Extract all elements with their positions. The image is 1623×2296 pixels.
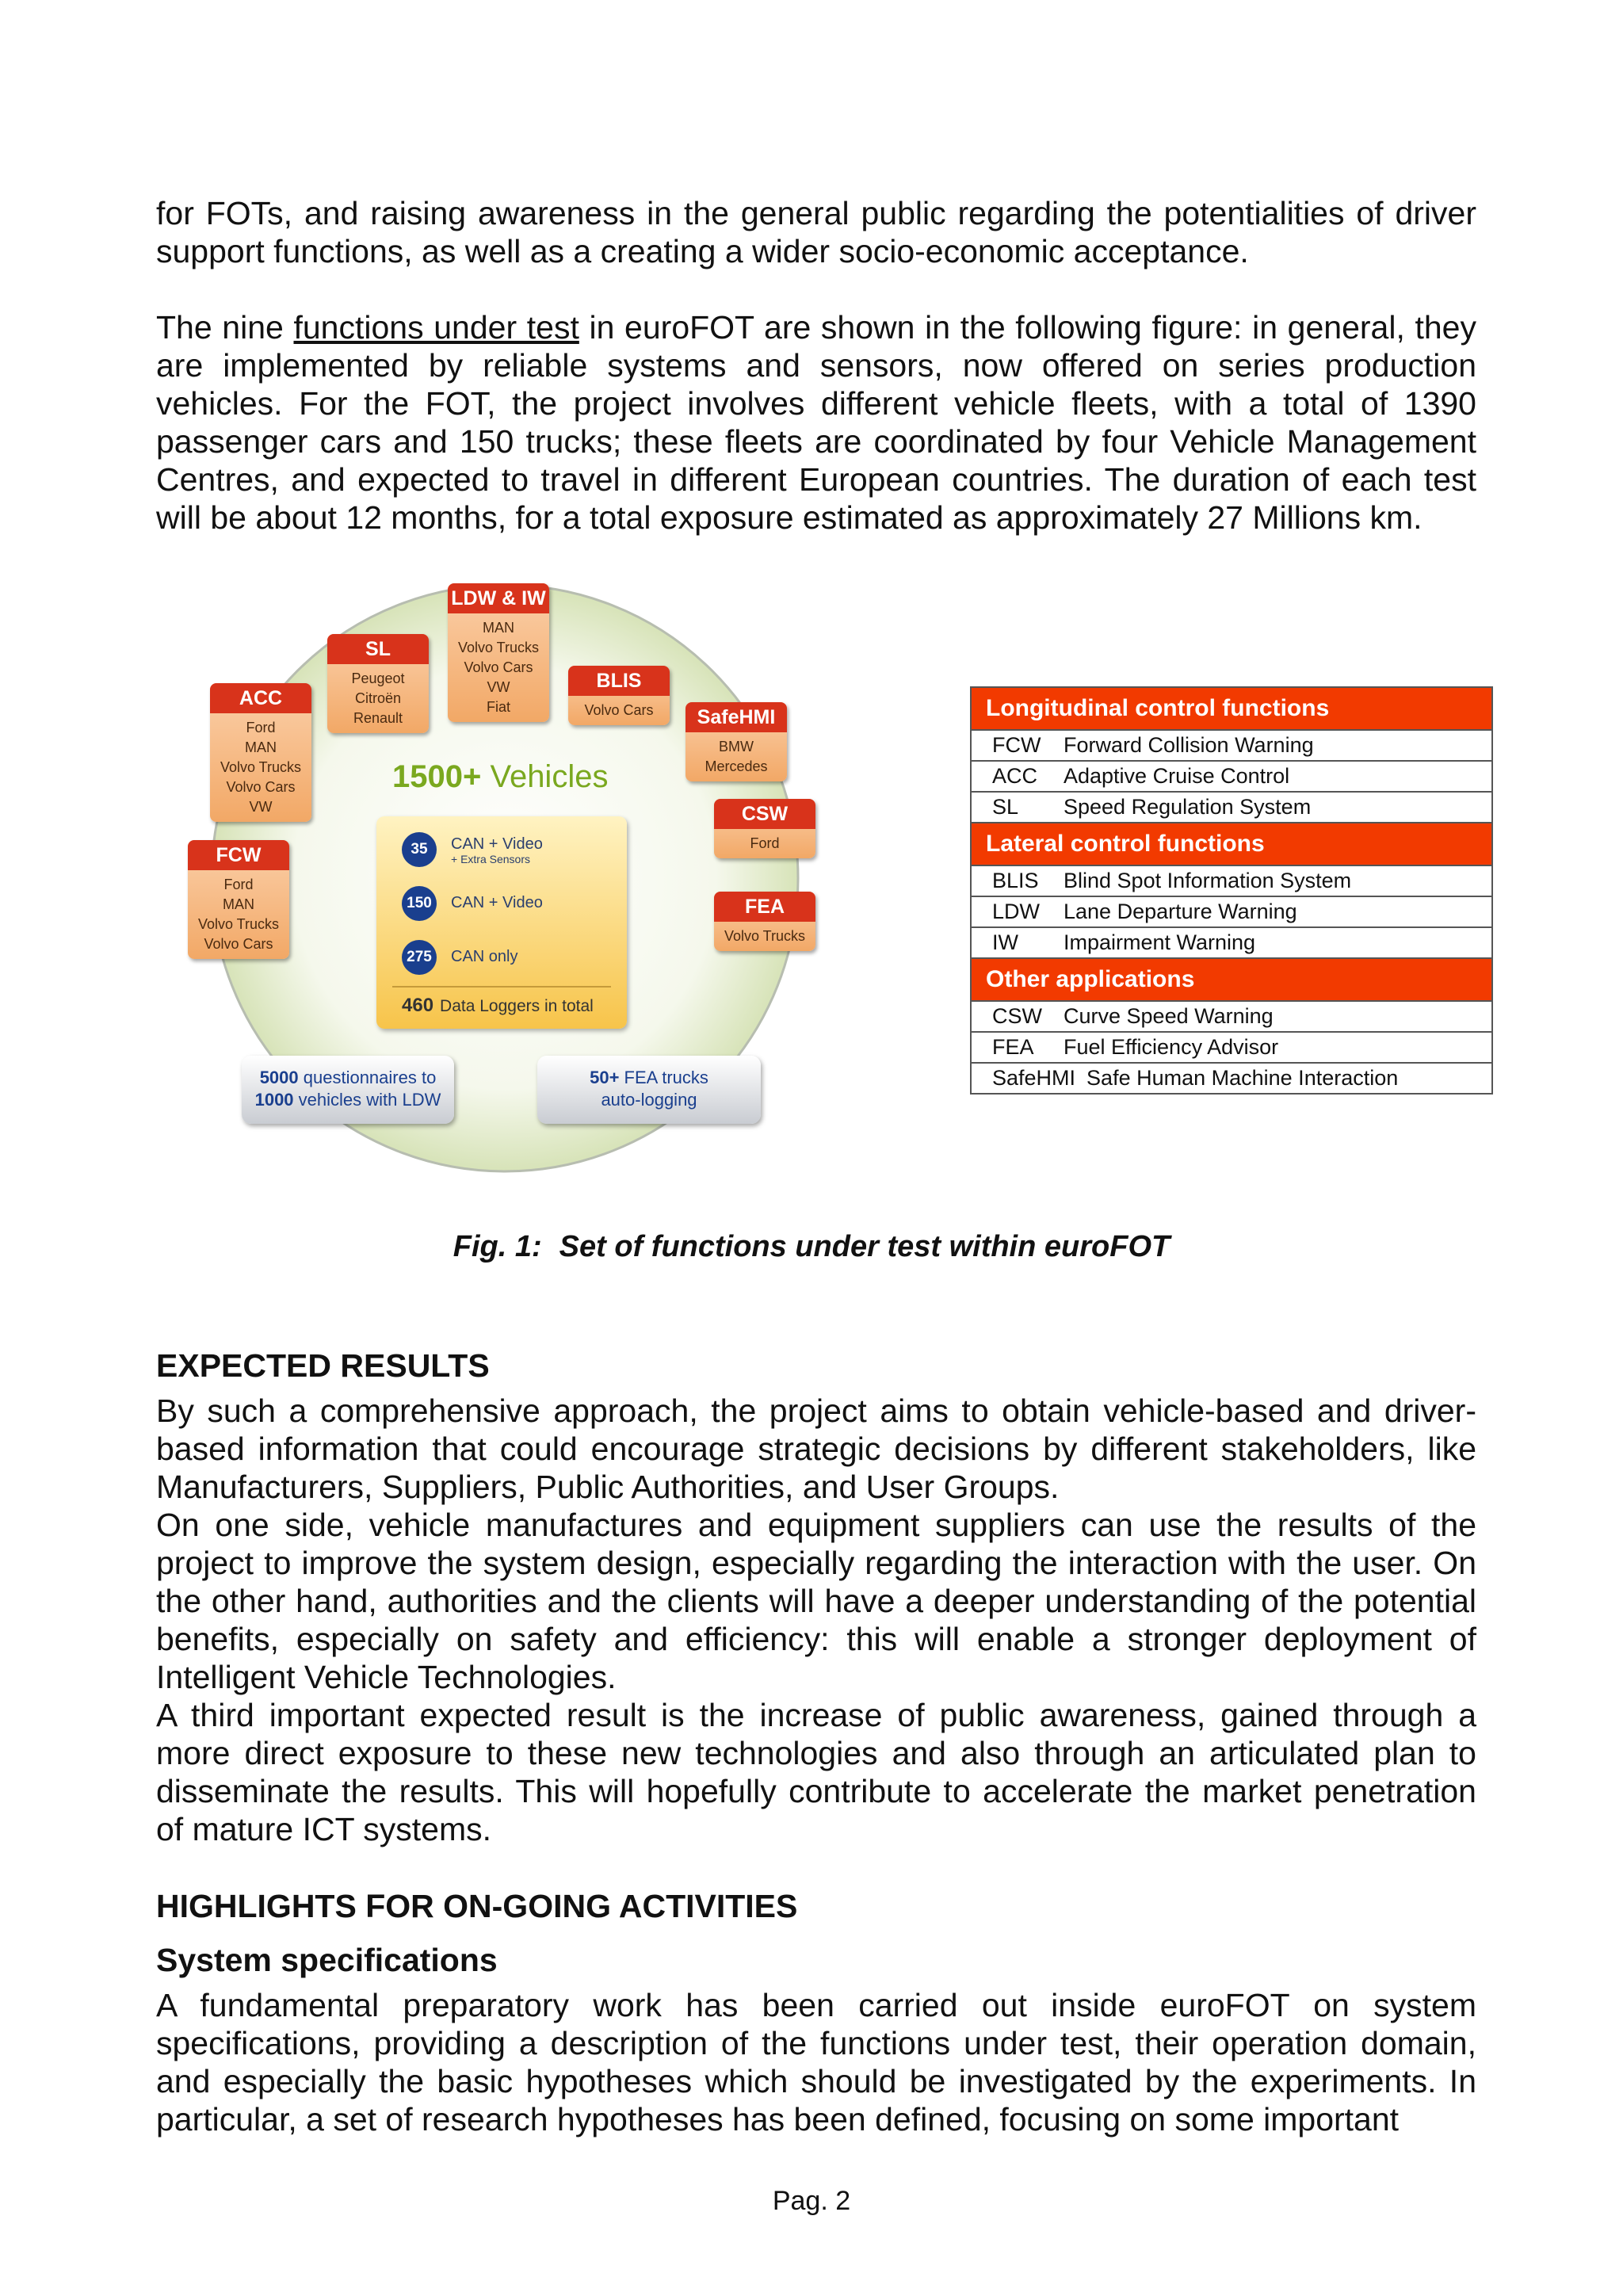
loggers-divider xyxy=(392,986,611,988)
function-name: Blind Spot Information System xyxy=(1064,869,1352,892)
function-abbr: BLIS xyxy=(992,869,1039,892)
loggers-total xyxy=(402,995,594,1017)
acc-oem: Volvo Trucks xyxy=(220,759,302,775)
sl-box-title: SL xyxy=(327,634,429,664)
fcw-oem: Volvo Cars xyxy=(204,936,273,952)
category-other: Other applications xyxy=(971,958,1492,1001)
table-row xyxy=(971,1001,1492,1032)
fea-trucks-line-1 xyxy=(537,1067,761,1089)
questionnaires-text: questionnaires to xyxy=(298,1068,437,1087)
functions-table xyxy=(970,686,1493,1095)
function-abbr: SL xyxy=(992,795,1019,819)
ldw-oem: VW xyxy=(487,679,510,695)
function-abbr: ACC xyxy=(992,764,1038,788)
paragraph-functions-rest: in euroFOT are shown in the following figure: in general, they are implemented by reliable systems and sensors, now offered on series production vehicles. For the FOT, the project involves different vehicle fleets, with a total of 1390 passenger cars and 150 trucks; these fleets are coordinated by four Vehicle Management Centres, and expected to travel in different European countries. The duration of each test will be about 12 months, for a total exposure estimated as approximately 27 Millions km. xyxy=(156,309,1476,536)
paragraph-intro: for FOTs, and raising awareness in the general public regarding the potentialities of driver support functions, as well as a creating a wider socio-economic acceptance. xyxy=(156,195,1476,269)
acc-box-title: ACC xyxy=(210,683,311,713)
blis-box xyxy=(568,666,670,725)
vehicles-count xyxy=(392,759,608,795)
acc-oem: Ford xyxy=(246,720,276,735)
function-abbr: CSW xyxy=(992,1004,1042,1028)
logger-count-badge: 35 xyxy=(402,832,437,867)
ldw-vehicles-number: 1000 xyxy=(254,1090,294,1110)
function-name: Fuel Efficiency Advisor xyxy=(1064,1035,1279,1059)
data-loggers-box xyxy=(376,816,627,1029)
table-row xyxy=(971,1032,1492,1063)
paragraph-system-specifications: A fundamental preparatory work has been carried out inside euroFOT on system specifications, providing a description of the functions under test, their operation domain, and especially the basic hypotheses which should be investigated by the experiments. In particular, a set of research hypotheses has been defined, focusing on some important xyxy=(156,1987,1476,2137)
fea-box-title: FEA xyxy=(714,892,815,922)
ldw-vehicles-text: vehicles with LDW xyxy=(293,1090,441,1110)
paragraph-functions xyxy=(156,308,1476,537)
acc-oem: VW xyxy=(249,799,273,815)
fea-trucks-box xyxy=(537,1056,761,1124)
table-row xyxy=(971,730,1492,761)
function-name: Adaptive Cruise Control xyxy=(1064,764,1290,788)
table-row xyxy=(971,1063,1492,1094)
table-category-row xyxy=(971,823,1492,865)
blis-box-title: BLIS xyxy=(568,666,670,696)
fea-trucks-number: 50+ xyxy=(590,1068,620,1087)
questionnaires-line-1 xyxy=(242,1067,454,1089)
table-category-row xyxy=(971,687,1492,730)
questionnaires-number: 5000 xyxy=(259,1068,299,1087)
safehmi-oem: Mercedes xyxy=(705,758,768,774)
csw-box xyxy=(714,799,815,858)
sl-box xyxy=(327,634,429,733)
paragraph-expected-2: On one side, vehicle manufactures and equipment suppliers can use the results of the project to improve the system design, especially regarding the interaction with the user. On the other hand, authorities and the clients will have a deeper understanding of the potential benefits, especially on safety and efficiency: this will enable a stronger deployment of Intelligent Vehicle Technologies. xyxy=(156,1507,1476,1695)
ldw-iw-box xyxy=(448,583,549,722)
table-row xyxy=(971,792,1492,823)
category-lateral: Lateral control functions xyxy=(971,823,1492,865)
ldw-iw-box-title: LDW & IW xyxy=(448,583,549,613)
figure-caption-label: Fig. 1: xyxy=(453,1230,542,1263)
logger-count-badge: 275 xyxy=(402,940,437,975)
safehmi-box xyxy=(685,702,787,781)
function-abbr: IW xyxy=(992,930,1018,954)
loggers-total-number: 460 xyxy=(402,995,434,1016)
heading-highlights: HIGHLIGHTS FOR ON-GOING ACTIVITIES xyxy=(156,1888,798,1924)
fea-box xyxy=(714,892,815,951)
function-name: Impairment Warning xyxy=(1064,930,1256,954)
csw-oem: Ford xyxy=(750,835,780,851)
function-name: Curve Speed Warning xyxy=(1064,1004,1274,1028)
heading-system-specifications: System specifications xyxy=(156,1942,498,1978)
logger-label: CAN + Video xyxy=(451,894,543,911)
fcw-oem: MAN xyxy=(223,896,254,912)
table-row xyxy=(971,761,1492,792)
safehmi-oem: BMW xyxy=(719,739,754,755)
fcw-oem: Volvo Trucks xyxy=(197,916,280,932)
function-abbr: FCW xyxy=(992,733,1041,757)
csw-box-title: CSW xyxy=(714,799,815,829)
safehmi-box-title: SafeHMI xyxy=(685,702,787,732)
ldw-oem: Volvo Trucks xyxy=(457,640,540,655)
fea-trucks-line-2: auto-logging xyxy=(601,1090,697,1110)
ldw-oem: MAN xyxy=(483,620,514,636)
functions-diagram xyxy=(178,579,860,1181)
acc-box xyxy=(210,683,311,822)
sl-oem: Citroën xyxy=(354,690,402,706)
function-abbr: FEA xyxy=(992,1035,1034,1059)
logger-label-sub: + Extra Sensors xyxy=(451,853,530,865)
acc-oem: Volvo Cars xyxy=(226,779,296,795)
ldw-oem: Volvo Cars xyxy=(464,659,533,675)
function-name: Speed Regulation System xyxy=(1064,795,1312,819)
fcw-oem: Ford xyxy=(223,877,254,892)
ldw-oem: Fiat xyxy=(486,699,510,715)
function-name: Forward Collision Warning xyxy=(1064,733,1314,757)
table-row xyxy=(971,896,1492,927)
vehicles-word: Vehicles xyxy=(490,759,609,794)
questionnaires-box xyxy=(242,1056,454,1124)
paragraph-functions-start: The nine xyxy=(156,309,294,346)
acc-oem: MAN xyxy=(245,739,277,755)
logger-count-badge: 150 xyxy=(402,886,437,921)
fcw-box xyxy=(188,840,289,959)
loggers-total-label: Data Loggers in total xyxy=(440,997,594,1015)
vehicles-number: 1500+ xyxy=(392,759,482,794)
logger-label: CAN only xyxy=(451,948,518,965)
figure-caption xyxy=(0,1230,1623,1264)
table-row xyxy=(971,927,1492,958)
function-abbr: SafeHMI xyxy=(992,1066,1076,1090)
page-number: Pag. 2 xyxy=(772,2186,851,2216)
fea-trucks-text: FEA trucks xyxy=(619,1068,708,1087)
category-longitudinal: Longitudinal control functions xyxy=(971,687,1492,730)
questionnaires-line-2 xyxy=(242,1089,454,1111)
heading-expected-results: EXPECTED RESULTS xyxy=(156,1347,490,1384)
function-name: Safe Human Machine Interaction xyxy=(1086,1066,1399,1090)
logger-label-main: CAN + Video xyxy=(451,835,543,853)
fcw-box-title: FCW xyxy=(188,840,289,870)
functions-under-test-link: functions under test xyxy=(293,309,579,346)
sl-oem: Peugeot xyxy=(351,670,405,686)
table-row xyxy=(971,865,1492,896)
fea-oem: Volvo Trucks xyxy=(724,928,806,944)
paragraph-expected-1: By such a comprehensive approach, the project aims to obtain vehicle-based and driver-based information that could encourage strategic decisions by different stakeholders, like Manufacturers, Suppliers, Public Authorities, and User Groups. xyxy=(156,1392,1476,1505)
function-abbr: LDW xyxy=(992,900,1040,923)
blis-oem: Volvo Cars xyxy=(584,702,654,718)
figure-caption-text: Set of functions under test within euroFOT xyxy=(559,1230,1170,1263)
sl-oem: Renault xyxy=(353,710,403,726)
function-name: Lane Departure Warning xyxy=(1064,900,1297,923)
logger-label xyxy=(451,835,543,865)
paragraph-expected-3: A third important expected result is the increase of public awareness, gained through a more direct exposure to these new technologies and also through an articulated plan to disseminate the results. This will hopefully contribute to accelerate the market penetration of mature ICT systems. xyxy=(156,1697,1476,1847)
table-category-row xyxy=(971,958,1492,1001)
